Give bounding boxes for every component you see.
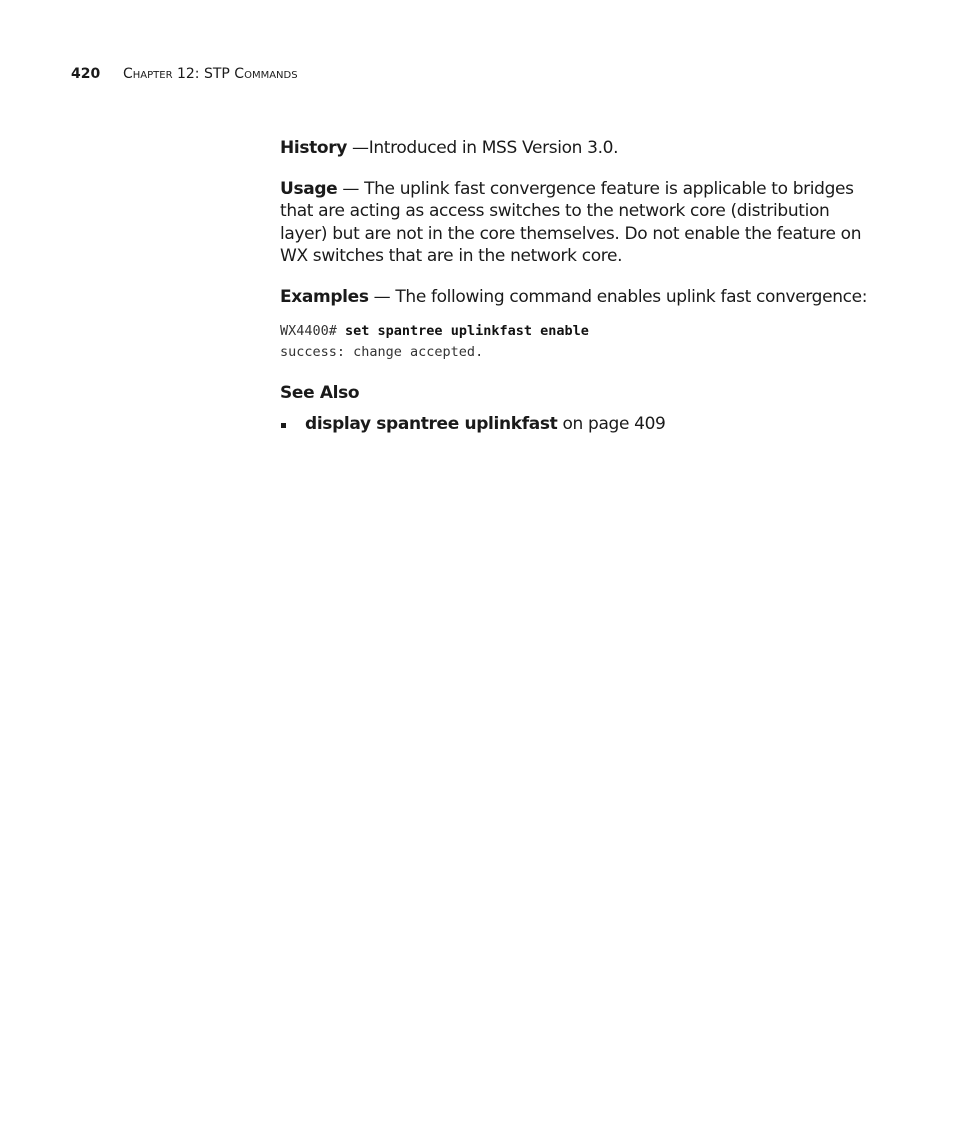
see-also-list	[280, 413, 870, 436]
usage-term: Usage	[280, 178, 338, 199]
code-prompt: WX4400#	[280, 323, 346, 339]
examples-text: — The following command enables uplink fast convergence:	[368, 286, 868, 307]
page-number: 420	[71, 66, 101, 82]
bullet-square-icon	[281, 423, 286, 428]
see-also-heading: See Also	[280, 383, 360, 403]
code-output: success: change accepted.	[280, 343, 484, 360]
chapter-title: Chapter 12: STP Commands	[123, 66, 298, 82]
see-also-command-link[interactable]: display spantree uplinkfast	[305, 413, 558, 434]
main-content	[280, 137, 870, 435]
usage-paragraph	[280, 178, 870, 268]
see-also-page-ref: on page 409	[557, 413, 666, 434]
code-example	[280, 321, 870, 362]
history-paragraph	[280, 137, 870, 160]
usage-text: — The uplink fast convergence feature is applicable to bridges that are acting as access switches to the network core (distribution layer) but are not in the core themselves. Do not enable the feature on WX switches that are in the network core.	[280, 178, 862, 266]
code-command: set spantree uplinkfast enable	[345, 323, 589, 339]
see-also-item	[280, 413, 870, 436]
history-text: —Introduced in MSS Version 3.0.	[347, 138, 619, 158]
running-head	[71, 66, 298, 82]
examples-paragraph	[280, 286, 870, 309]
history-term: History	[280, 138, 347, 158]
examples-term: Examples	[280, 286, 369, 307]
